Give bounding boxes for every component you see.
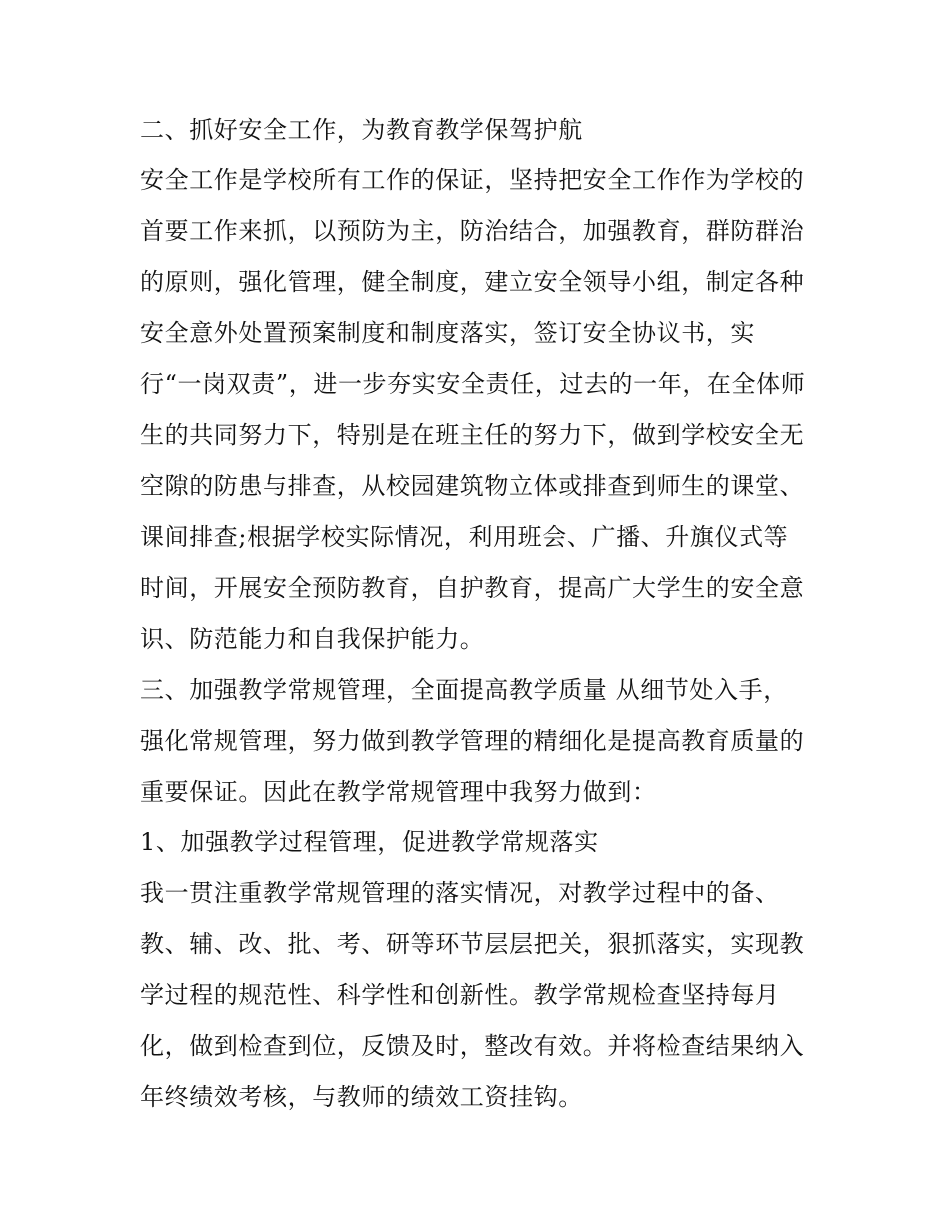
text-line: 行“一岗双责”，进一步夯实安全责任，过去的一年，在全体师 [140, 370, 806, 398]
text-line: 安全工作是学校所有工作的保证，坚持把安全工作作为学校的 [140, 166, 805, 194]
section-heading: 三、加强教学常规管理，全面提高教学质量 从细节处入手， [140, 676, 788, 704]
text-line: 的原则，强化管理，健全制度，建立安全领导小组，制定各种 [140, 268, 805, 296]
text-line: 安全意外处置预案制度和制度落实，签订安全协议书，实 [140, 319, 755, 347]
text-line: 重要保证。因此在教学常规管理中我努力做到： [140, 778, 657, 806]
text-line: 年终绩效考核，与教师的绩效工资挂钩。 [140, 1083, 583, 1111]
subsection-heading: 1、加强教学过程管理，促进教学常规落实 [140, 828, 599, 856]
text-line: 时间，开展安全预防教育，自护教育，提高广大学生的安全意 [140, 574, 805, 602]
text-line: 教、辅、改、批、考、研等环节层层把关，狠抓落实，实现教 [140, 930, 805, 958]
text-line: 强化常规管理，努力做到教学管理的精细化是提高教育质量的 [140, 727, 805, 755]
text-line: 二、抓好安全工作，为教育教学保驾护航 [140, 116, 583, 144]
text-line: 我一贯注重教学常规管理的落实情况，对教学过程中的备、 [140, 879, 780, 907]
text-line: 学过程的规范性、科学性和创新性。教学常规检查坚持每月 [140, 981, 780, 1009]
text-line: 识、防范能力和自我保护能力。 [140, 625, 485, 653]
text-line: 化，做到检查到位，反馈及时，整改有效。并将检查结果纳入 [140, 1032, 805, 1060]
text-line: 空隙的防患与排查，从校园建筑物立体或排查到师生的课堂、 [140, 472, 805, 500]
text-line: 生的共同努力下，特别是在班主任的努力下，做到学校安全无 [140, 421, 805, 449]
text-line: 首要工作来抓，以预防为主，防治结合，加强教育，群防群治 [140, 217, 805, 245]
text-line: 课间排查;根据学校实际情况，利用班会、广播、升旗仪式等 [140, 523, 789, 551]
